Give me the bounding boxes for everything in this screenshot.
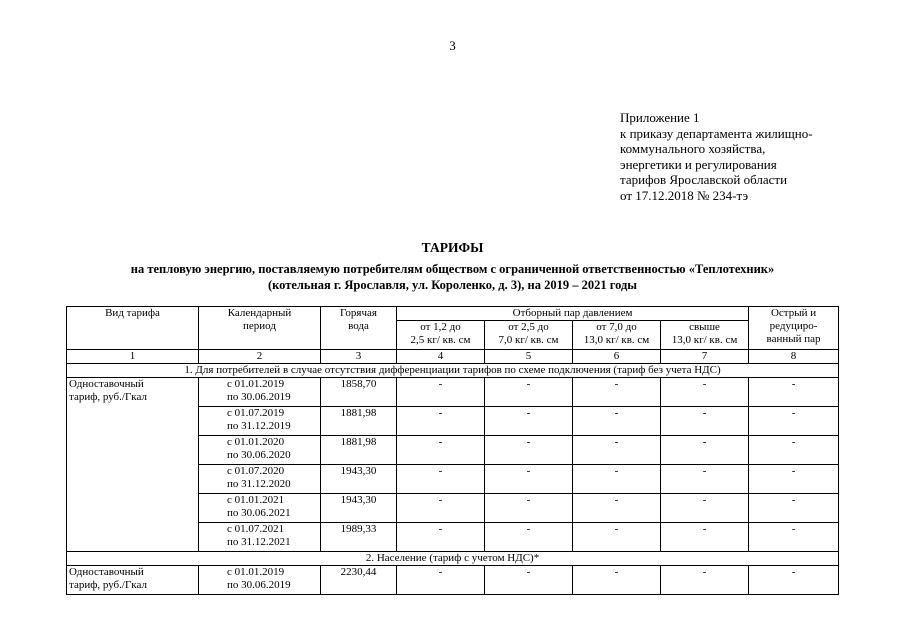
dash-cell: - <box>661 566 749 595</box>
dash-cell: - <box>573 465 661 494</box>
dash-cell: - <box>485 407 573 436</box>
column-number: 6 <box>573 350 661 364</box>
column-number: 5 <box>485 350 573 364</box>
section-title-1: 1. Для потребителей в случае отсутствия дифференциации тарифов по схеме подключения (тариф без учета НДС) <box>67 364 839 378</box>
header-sharp-steam: Острый и редуциро- ванный пар <box>749 307 839 350</box>
appendix-block <box>620 110 813 203</box>
page-number: 3 <box>449 38 456 53</box>
appendix-line: тарифов Ярославской области <box>620 172 788 187</box>
column-number: 1 <box>67 350 199 364</box>
document-subtitle-line-2: (котельная г. Ярославля, ул. Короленко, д. 3), на 2019 – 2021 годы <box>267 278 638 292</box>
dash-cell: - <box>397 566 485 595</box>
dash-cell: - <box>749 566 839 595</box>
column-number: 4 <box>397 350 485 364</box>
header-pressure-3: от 7,0 до 13,0 кг/ кв. см <box>573 321 661 350</box>
appendix-line: Приложение 1 <box>620 110 700 125</box>
dash-cell: - <box>749 465 839 494</box>
dash-cell: - <box>573 494 661 523</box>
header-period: Календарный период <box>199 307 321 350</box>
column-number: 2 <box>199 350 321 364</box>
dash-cell: - <box>485 378 573 407</box>
appendix-line: коммунального хозяйства, <box>620 141 766 156</box>
section-title-2: 2. Население (тариф с учетом НДС)* <box>67 552 839 566</box>
dash-cell: - <box>573 566 661 595</box>
period-cell: с 01.01.2019 по 30.06.2019 <box>199 378 321 407</box>
table-row <box>67 378 839 407</box>
column-number: 7 <box>661 350 749 364</box>
hot-water-value: 1881,98 <box>321 407 397 436</box>
document-subtitle-line-1: на тепловую энергию, поставляемую потребителям обществом с ограниченной ответственностью «Теплотехник» <box>130 262 775 276</box>
dash-cell: - <box>485 566 573 595</box>
tariff-type-cell: Одноставочный тариф, руб./Гкал <box>67 566 199 595</box>
appendix-line: к приказу департамента жилищно- <box>620 125 813 141</box>
dash-cell: - <box>749 436 839 465</box>
hot-water-value: 1881,98 <box>321 436 397 465</box>
header-pressure-1: от 1,2 до 2,5 кг/ кв. см <box>397 321 485 350</box>
hot-water-value: 1943,30 <box>321 465 397 494</box>
header-row <box>67 307 839 321</box>
hot-water-value: 1858,70 <box>321 378 397 407</box>
dash-cell: - <box>661 523 749 552</box>
header-hot-water: Горячая вода <box>321 307 397 350</box>
dash-cell: - <box>397 465 485 494</box>
header-steam: Отборный пар давлением <box>397 307 749 321</box>
appendix-line: энергетики и регулирования <box>620 156 777 172</box>
dash-cell: - <box>397 494 485 523</box>
dash-cell: - <box>573 436 661 465</box>
dash-cell: - <box>749 523 839 552</box>
section-row-2 <box>67 552 839 566</box>
header-pressure-4: свыше 13,0 кг/ кв. см <box>661 321 749 350</box>
hot-water-value: 1943,30 <box>321 494 397 523</box>
dash-cell: - <box>661 407 749 436</box>
period-cell: с 01.07.2020 по 31.12.2020 <box>199 465 321 494</box>
appendix-line: от 17.12.2018 № 234-тэ <box>620 187 749 203</box>
header-pressure-2: от 2,5 до 7,0 кг/ кв. см <box>485 321 573 350</box>
header-tariff-type: Вид тарифа <box>67 307 199 350</box>
dash-cell: - <box>397 436 485 465</box>
dash-cell: - <box>485 436 573 465</box>
dash-cell: - <box>749 494 839 523</box>
dash-cell: - <box>485 523 573 552</box>
dash-cell: - <box>397 523 485 552</box>
dash-cell: - <box>661 465 749 494</box>
document-title: ТАРИФЫ <box>421 240 484 255</box>
dash-cell: - <box>397 378 485 407</box>
period-cell: с 01.01.2020 по 30.06.2020 <box>199 436 321 465</box>
tariff-table <box>66 306 839 595</box>
dash-cell: - <box>661 494 749 523</box>
hot-water-value: 1989,33 <box>321 523 397 552</box>
column-number-row <box>67 350 839 364</box>
dash-cell: - <box>573 378 661 407</box>
section-row-1 <box>67 364 839 378</box>
period-cell: с 01.01.2021 по 30.06.2021 <box>199 494 321 523</box>
dash-cell: - <box>485 465 573 494</box>
dash-cell: - <box>749 378 839 407</box>
period-cell: с 01.07.2019 по 31.12.2019 <box>199 407 321 436</box>
dash-cell: - <box>397 407 485 436</box>
dash-cell: - <box>573 523 661 552</box>
dash-cell: - <box>749 407 839 436</box>
tariff-type-cell: Одноставочный тариф, руб./Гкал <box>67 378 199 552</box>
dash-cell: - <box>485 494 573 523</box>
column-number: 8 <box>749 350 839 364</box>
table-row <box>67 566 839 595</box>
period-cell: с 01.07.2021 по 31.12.2021 <box>199 523 321 552</box>
dash-cell: - <box>573 407 661 436</box>
period-cell: с 01.01.2019 по 30.06.2019 <box>199 566 321 595</box>
dash-cell: - <box>661 436 749 465</box>
hot-water-value: 2230,44 <box>321 566 397 595</box>
dash-cell: - <box>661 378 749 407</box>
column-number: 3 <box>321 350 397 364</box>
